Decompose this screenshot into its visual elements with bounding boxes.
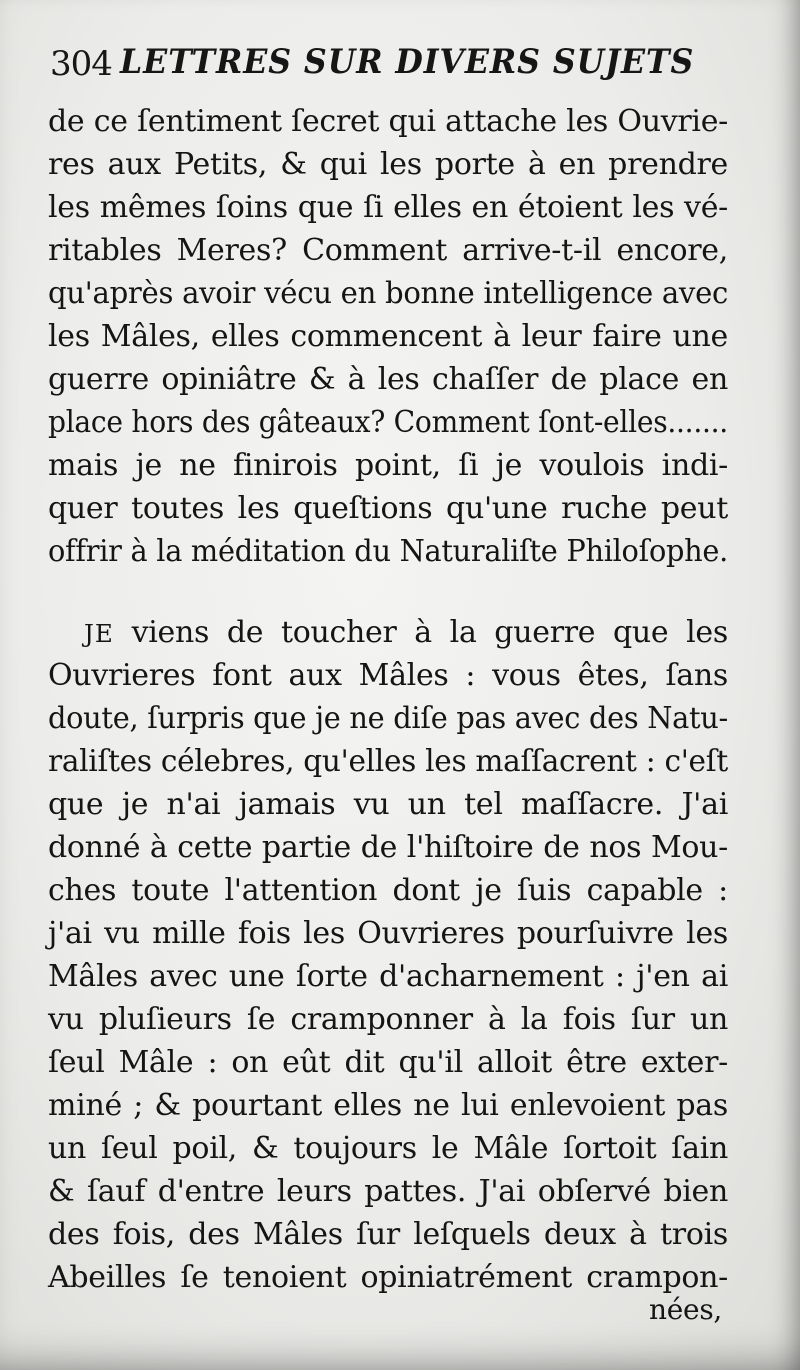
text-line: res aux Petits, & qui les porte à en prendre — [48, 147, 728, 182]
text-line: raliſtes célebres, qu'elles les maſſacrent : c'eſt — [48, 744, 728, 779]
first-line-text: viens de toucher à la guerre que les — [113, 615, 728, 650]
body-text — [48, 100, 728, 1299]
text-line: un ſeul poil, & toujours le Mâle ſortoit ſain — [48, 1131, 728, 1166]
text-line: des fois, des Mâles ſur leſquels deux à trois — [48, 1217, 728, 1252]
text-line: les mêmes ſoins que ſi elles en étoient les vé- — [48, 190, 728, 225]
text-line: doute, ſurpris que je ne diſe pas avec des Natu- — [48, 701, 728, 736]
text-line: ches toute l'attention dont je ſuis capable : — [48, 873, 728, 908]
text-line: Abeilles ſe tenoient opiniatrément crampon- — [48, 1260, 728, 1295]
text-line: ſeul Mâle : on eût dit qu'il alloit être exter- — [48, 1045, 728, 1080]
text-line: qu'après avoir vécu en bonne intelligence avec — [48, 276, 729, 311]
text-line: mais je ne finirois point, ſi je voulois indi- — [48, 448, 728, 483]
page-header — [50, 40, 740, 90]
text-line: & ſauf d'entre leurs pattes. J'ai obſervé bien — [48, 1174, 728, 1209]
text-line: vu pluſieurs ſe cramponner à la fois ſur un — [48, 1002, 728, 1037]
text-line: les Mâles, elles commencent à leur faire une — [48, 319, 728, 354]
text-line: miné ; & pourtant elles ne lui enlevoient pas — [48, 1088, 728, 1123]
text-line: guerre opiniâtre & à les chaſſer de place en — [48, 362, 728, 397]
text-line: Ouvrieres font aux Mâles : vous êtes, ſans — [48, 658, 728, 693]
paragraph-gap — [48, 573, 728, 611]
text-line: ritables Meres? Comment arrive-t-il encore, — [48, 233, 728, 268]
text-line: donné à cette partie de l'hiſtoire de nos Mou- — [48, 830, 728, 865]
catchword: nées, — [649, 1293, 722, 1326]
page-number: 304 — [50, 44, 112, 84]
lead-word: JE — [84, 619, 114, 648]
text-line-first — [48, 611, 728, 654]
text-line: que je n'ai jamais vu un tel maſſacre. J'ai — [48, 787, 728, 822]
text-line: offrir à la méditation du Naturaliſte Philoſophe. — [48, 534, 729, 569]
text-line: place hors des gâteaux? Comment ſont-elles....... — [48, 405, 728, 440]
paragraph-2 — [48, 611, 728, 1299]
text-line: j'ai vu mille fois les Ouvrieres pourſuivre les — [48, 916, 728, 951]
text-line: quer toutes les queſtions qu'une ruche peut — [48, 491, 728, 526]
running-title: LETTRES SUR DIVERS SUJETS — [120, 42, 695, 82]
text-line: Mâles avec une ſorte d'acharnement : j'en ai — [48, 959, 728, 994]
paragraph-1 — [48, 100, 728, 573]
text-line: de ce ſentiment ſecret qui attache les Ouvrie- — [48, 104, 728, 139]
